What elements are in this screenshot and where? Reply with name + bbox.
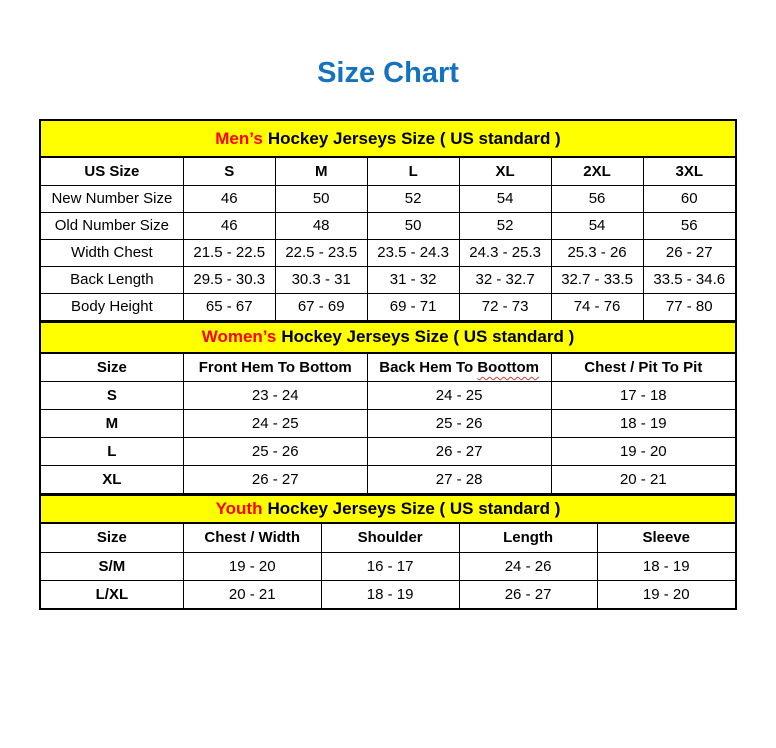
table-cell: 27 - 28	[367, 466, 551, 494]
column-header: Length	[459, 524, 597, 552]
table-cell: 17 - 18	[551, 382, 735, 410]
mens-size-table	[41, 158, 735, 321]
table-cell: 22.5 - 23.5	[275, 239, 367, 266]
table-cell: 24 - 25	[183, 410, 367, 438]
table-cell: 26 - 27	[459, 580, 597, 608]
table-cell: 23 - 24	[183, 382, 367, 410]
youth-banner	[41, 494, 735, 524]
table-cell: 69 - 71	[367, 293, 459, 320]
banner-text: Hockey Jerseys Size ( US standard )	[281, 327, 575, 346]
row-label: S/M	[41, 552, 183, 580]
table-cell: 48	[275, 212, 367, 239]
table-cell: 23.5 - 24.3	[367, 239, 459, 266]
row-label: L/XL	[41, 580, 183, 608]
column-header: XL	[459, 158, 551, 185]
header-row	[41, 354, 735, 382]
table-cell: 25 - 26	[367, 410, 551, 438]
table-cell: 60	[643, 185, 735, 212]
table-cell: 24 - 26	[459, 552, 597, 580]
womens-size-table	[41, 354, 735, 495]
table-row	[41, 410, 735, 438]
table-cell: 18 - 19	[597, 552, 735, 580]
column-header: Sleeve	[597, 524, 735, 552]
table-cell: 50	[275, 185, 367, 212]
table-cell: 19 - 20	[183, 552, 321, 580]
banner-highlight: Women’s	[201, 327, 277, 346]
table-row	[41, 438, 735, 466]
table-cell: 24 - 25	[367, 382, 551, 410]
banner-highlight: Men’s	[215, 128, 263, 148]
banner-text: Hockey Jerseys Size ( US standard )	[267, 128, 561, 148]
column-header: Back Hem To Boottom	[367, 354, 551, 382]
table-row	[41, 212, 735, 239]
header-row	[41, 524, 735, 552]
youth-size-section	[41, 494, 735, 608]
table-cell: 50	[367, 212, 459, 239]
column-header: Chest / Pit To Pit	[551, 354, 735, 382]
table-cell: 24.3 - 25.3	[459, 239, 551, 266]
table-cell: 56	[643, 212, 735, 239]
header-row	[41, 158, 735, 185]
table-row	[41, 552, 735, 580]
column-header: Front Hem To Bottom	[183, 354, 367, 382]
table-cell: 18 - 19	[321, 580, 459, 608]
table-cell: 77 - 80	[643, 293, 735, 320]
row-label: M	[41, 410, 183, 438]
table-cell: 26 - 27	[367, 438, 551, 466]
table-cell: 54	[551, 212, 643, 239]
column-header: Shoulder	[321, 524, 459, 552]
column-header: Size	[41, 524, 183, 552]
womens-size-section	[41, 321, 735, 495]
table-cell: 72 - 73	[459, 293, 551, 320]
table-cell: 33.5 - 34.6	[643, 266, 735, 293]
column-header: Size	[41, 354, 183, 382]
table-cell: 19 - 20	[597, 580, 735, 608]
misspelled-word: Boottom	[477, 358, 539, 376]
table-cell: 31 - 32	[367, 266, 459, 293]
table-row	[41, 185, 735, 212]
table-cell: 16 - 17	[321, 552, 459, 580]
banner-highlight: Youth	[215, 499, 263, 518]
table-cell: 30.3 - 31	[275, 266, 367, 293]
table-cell: 19 - 20	[551, 438, 735, 466]
row-label: L	[41, 438, 183, 466]
mens-banner	[41, 121, 735, 158]
table-row	[41, 382, 735, 410]
table-cell: 67 - 69	[275, 293, 367, 320]
table-cell: 20 - 21	[183, 580, 321, 608]
row-label: XL	[41, 466, 183, 494]
column-header: L	[367, 158, 459, 185]
column-header: 3XL	[643, 158, 735, 185]
row-label: Body Height	[41, 293, 183, 320]
table-cell: 20 - 21	[551, 466, 735, 494]
table-row	[41, 266, 735, 293]
table-cell: 65 - 67	[183, 293, 275, 320]
mens-size-section	[41, 121, 735, 321]
table-cell: 46	[183, 185, 275, 212]
row-label: Width Chest	[41, 239, 183, 266]
column-header: US Size	[41, 158, 183, 185]
column-header: Chest / Width	[183, 524, 321, 552]
column-header: S	[183, 158, 275, 185]
column-header: 2XL	[551, 158, 643, 185]
row-label: Old Number Size	[41, 212, 183, 239]
table-cell: 25.3 - 26	[551, 239, 643, 266]
page-title: Size Chart	[317, 57, 459, 89]
size-chart	[39, 119, 737, 610]
table-cell: 54	[459, 185, 551, 212]
table-cell: 26 - 27	[183, 466, 367, 494]
row-label: S	[41, 382, 183, 410]
table-row	[41, 580, 735, 608]
womens-banner	[41, 321, 735, 354]
row-label: New Number Size	[41, 185, 183, 212]
table-cell: 32 - 32.7	[459, 266, 551, 293]
table-cell: 46	[183, 212, 275, 239]
column-header: M	[275, 158, 367, 185]
table-cell: 29.5 - 30.3	[183, 266, 275, 293]
table-cell: 52	[367, 185, 459, 212]
row-label: Back Length	[41, 266, 183, 293]
table-cell: 52	[459, 212, 551, 239]
banner-text: Hockey Jerseys Size ( US standard )	[267, 499, 561, 518]
youth-size-table	[41, 524, 735, 608]
table-cell: 26 - 27	[643, 239, 735, 266]
table-row	[41, 293, 735, 320]
table-row	[41, 466, 735, 494]
table-cell: 25 - 26	[183, 438, 367, 466]
table-cell: 56	[551, 185, 643, 212]
table-cell: 74 - 76	[551, 293, 643, 320]
table-row	[41, 239, 735, 266]
table-cell: 21.5 - 22.5	[183, 239, 275, 266]
table-cell: 18 - 19	[551, 410, 735, 438]
table-cell: 32.7 - 33.5	[551, 266, 643, 293]
